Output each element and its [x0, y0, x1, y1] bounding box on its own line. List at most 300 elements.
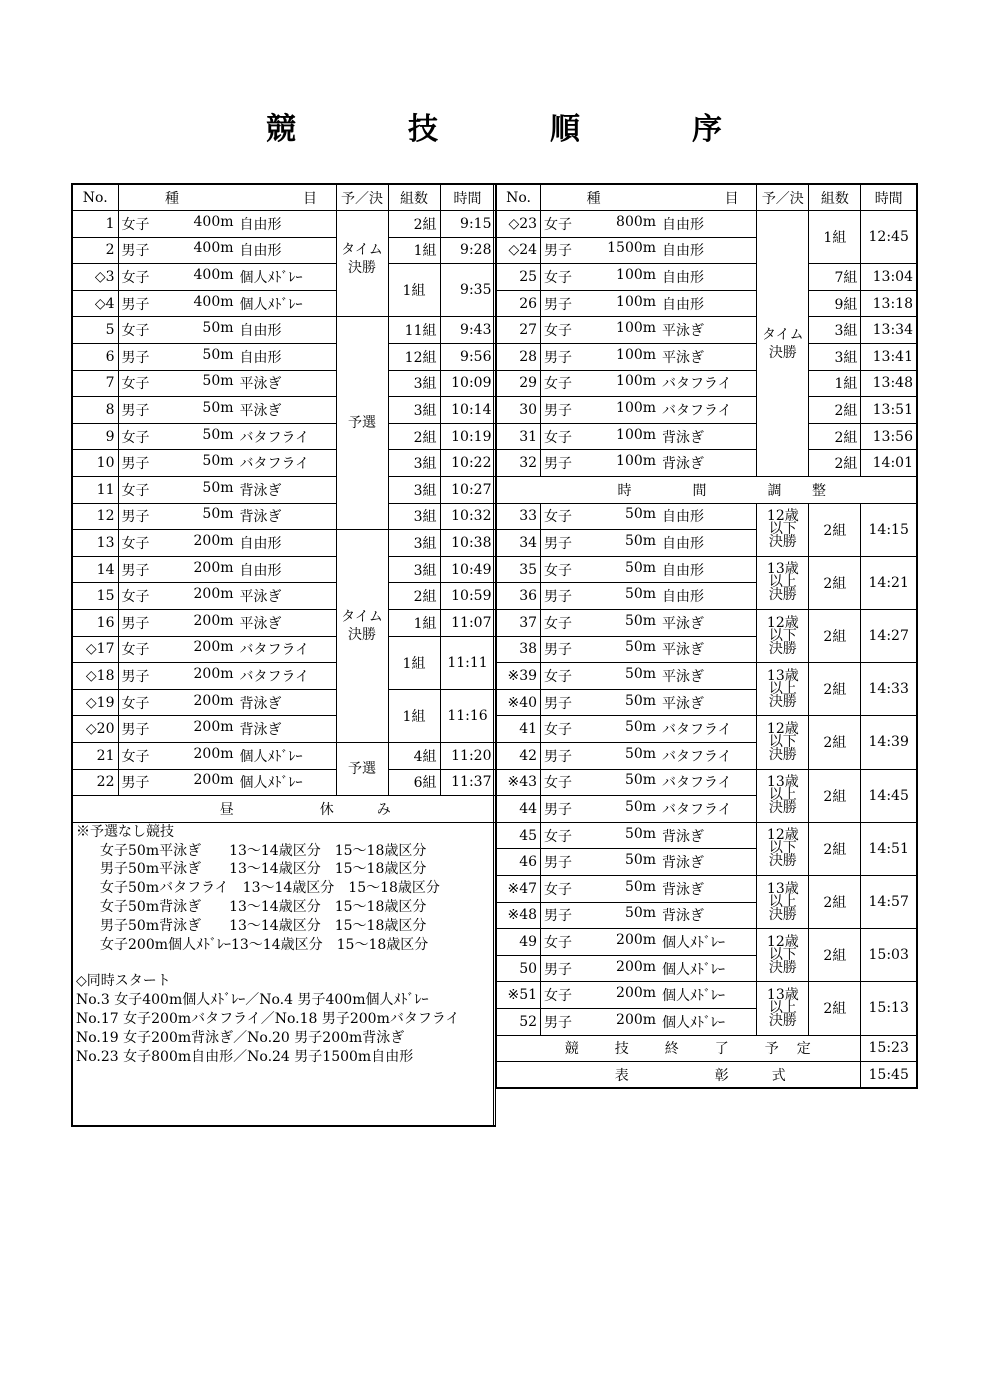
event-sex: 男子	[121, 722, 150, 739]
event-number: 44	[497, 796, 541, 823]
event-sex: 女子	[121, 589, 150, 606]
event-sex: 男子	[121, 403, 150, 420]
event-distance: 200m	[616, 931, 657, 948]
header-groups: 組数	[809, 184, 861, 211]
group-count: 6組	[388, 769, 440, 796]
event-sex: 女子	[544, 668, 573, 685]
event-distance: 200m	[616, 958, 657, 975]
event-distance: 50m	[624, 798, 657, 815]
event-number: 41	[497, 716, 541, 743]
group-count: 2組	[809, 503, 861, 556]
event-sex: 男子	[544, 961, 573, 978]
header-row	[497, 184, 918, 211]
event-distance: 50m	[624, 559, 657, 576]
event-sex: 男子	[121, 243, 150, 260]
event-cell	[541, 955, 757, 982]
group-count: 9組	[809, 290, 861, 317]
event-cell	[118, 264, 336, 291]
event-number: 45	[497, 822, 541, 849]
group-count: 2組	[388, 583, 440, 610]
spaced-char: 昼	[219, 801, 234, 818]
event-row	[72, 742, 495, 769]
title-char: 順	[550, 112, 582, 147]
event-cell	[118, 742, 336, 769]
event-stroke: 平泳ぎ	[662, 695, 705, 712]
title-char: 序	[692, 112, 724, 147]
event-row	[497, 264, 918, 291]
event-stroke: 自由形	[239, 216, 282, 233]
event-distance: 400m	[193, 293, 234, 310]
event-sex: 女子	[544, 562, 573, 579]
event-number: ※48	[497, 902, 541, 929]
header-event-right: 目	[724, 190, 739, 207]
event-row	[497, 556, 918, 583]
event-stroke: バタフライ	[239, 429, 310, 446]
event-number: 10	[72, 450, 118, 477]
competition-end-label	[497, 1035, 861, 1062]
event-cell	[541, 344, 757, 371]
group-count: 2組	[809, 450, 861, 477]
award-ceremony-row	[497, 1062, 918, 1089]
event-row	[497, 503, 918, 530]
event-stroke: 背泳ぎ	[662, 855, 705, 872]
spaced-char: み	[376, 801, 391, 818]
notes-line: 男子50m平泳ぎ 13～14歳区分 15～18歳区分	[100, 861, 427, 878]
event-stroke: 平泳ぎ	[239, 403, 282, 420]
event-number: 27	[497, 317, 541, 344]
event-row	[497, 663, 918, 690]
spaced-char: 調	[767, 482, 782, 499]
event-cell	[541, 530, 757, 557]
start-time: 10:09	[440, 370, 495, 397]
event-stroke: 背泳ぎ	[662, 828, 705, 845]
event-stroke: 平泳ぎ	[662, 668, 705, 685]
event-cell	[118, 211, 336, 238]
start-time: 13:48	[861, 370, 917, 397]
start-time: 10:59	[440, 583, 495, 610]
group-count: 2組	[809, 423, 861, 450]
event-number: 2	[72, 237, 118, 264]
event-distance: 100m	[616, 373, 657, 390]
event-distance: 200m	[193, 533, 234, 550]
header-groups: 組数	[388, 184, 440, 211]
event-cell	[118, 317, 336, 344]
event-cell	[541, 503, 757, 530]
event-stroke: 自由形	[662, 216, 705, 233]
event-sex: 女子	[544, 615, 573, 632]
event-stroke: 自由形	[239, 536, 282, 553]
event-row	[72, 370, 495, 397]
event-sex: 男子	[544, 243, 573, 260]
event-row	[497, 397, 918, 424]
round-type: 12歳以下決勝	[757, 929, 809, 982]
header-event	[541, 184, 757, 211]
event-distance: 200m	[616, 1011, 657, 1028]
event-number: 22	[72, 769, 118, 796]
event-number: 21	[72, 742, 118, 769]
group-count: 2組	[388, 211, 440, 238]
event-number: 11	[72, 477, 118, 504]
event-row	[72, 636, 495, 663]
event-distance: 100m	[616, 320, 657, 337]
event-cell	[541, 742, 757, 769]
event-sex: 女子	[544, 828, 573, 845]
event-sex: 男子	[544, 695, 573, 712]
group-count: 1組	[388, 636, 440, 689]
event-stroke: バタフライ	[662, 403, 732, 420]
group-count: 4組	[388, 742, 440, 769]
event-stroke: バタフライ	[662, 775, 732, 792]
event-sex: 男子	[544, 908, 573, 925]
group-count: 2組	[809, 875, 861, 928]
event-distance: 200m	[193, 586, 234, 603]
event-distance: 50m	[624, 719, 657, 736]
event-distance: 50m	[202, 320, 234, 337]
start-time: 14:01	[861, 450, 917, 477]
event-sex: 男子	[544, 349, 573, 366]
group-count: 3組	[388, 397, 440, 424]
event-row	[72, 397, 495, 424]
event-sex: 男子	[544, 748, 573, 765]
group-count: 7組	[809, 264, 861, 291]
start-time: 10:49	[440, 556, 495, 583]
event-stroke: 背泳ぎ	[239, 509, 282, 526]
notes-line: 女子50m平泳ぎ 13～14歳区分 15～18歳区分	[100, 842, 427, 859]
event-distance: 200m	[193, 719, 234, 736]
start-time: 12:45	[861, 211, 917, 264]
event-stroke: 個人ﾒﾄﾞﾚｰ	[662, 961, 726, 978]
event-stroke: 個人ﾒﾄﾞﾚｰ	[662, 934, 726, 951]
event-row	[72, 344, 495, 371]
group-count: 3組	[388, 530, 440, 557]
event-sex: 男子	[121, 615, 150, 632]
event-sex: 男子	[121, 296, 150, 313]
header-event-left: 種	[165, 190, 179, 207]
event-cell	[118, 370, 336, 397]
event-sex: 女子	[121, 748, 150, 765]
start-time: 14:51	[861, 822, 917, 875]
notes-line: No.3 女子400m個人ﾒﾄﾞﾚｰ／No.4 男子400m個人ﾒﾄﾞﾚｰ	[76, 992, 429, 1009]
event-stroke: 背泳ぎ	[239, 482, 282, 499]
start-time: 9:56	[440, 344, 495, 371]
lunch-row	[72, 796, 495, 823]
event-sex: 女子	[121, 270, 150, 287]
event-stroke: 個人ﾒﾄﾞﾚｰ	[662, 1014, 726, 1031]
event-cell	[541, 716, 757, 743]
event-row	[497, 423, 918, 450]
event-number: ※39	[497, 663, 541, 690]
event-sex: 女子	[544, 988, 573, 1005]
event-number: 15	[72, 583, 118, 610]
event-stroke: 自由形	[662, 589, 705, 606]
event-stroke: 背泳ぎ	[662, 881, 705, 898]
event-stroke: 自由形	[662, 509, 705, 526]
event-distance: 200m	[193, 665, 234, 682]
event-number: 12	[72, 503, 118, 530]
left-schedule-table	[71, 183, 496, 1127]
event-sex: 男子	[544, 456, 573, 473]
event-distance: 200m	[193, 745, 234, 762]
event-number: 26	[497, 290, 541, 317]
event-cell	[541, 290, 757, 317]
end-time: 15:23	[861, 1035, 917, 1062]
event-number: 30	[497, 397, 541, 424]
event-sex: 女子	[121, 695, 150, 712]
event-sex: 男子	[121, 775, 150, 792]
start-time: 11:07	[440, 610, 495, 637]
event-stroke: 個人ﾒﾄﾞﾚｰ	[239, 748, 303, 765]
event-sex: 女子	[121, 482, 150, 499]
event-row	[497, 929, 918, 956]
spaced-char: 了	[714, 1041, 729, 1058]
event-number: 36	[497, 583, 541, 610]
event-cell	[118, 663, 336, 690]
event-number: 14	[72, 556, 118, 583]
event-number: 7	[72, 370, 118, 397]
start-time: 10:19	[440, 423, 495, 450]
event-cell	[541, 663, 757, 690]
event-stroke: 自由形	[662, 270, 705, 287]
start-time: 13:51	[861, 397, 917, 424]
round-type: 13歳以上決勝	[757, 556, 809, 609]
event-sex: 女子	[544, 881, 573, 898]
header-row	[72, 184, 495, 211]
event-distance: 400m	[193, 267, 234, 284]
event-stroke: 自由形	[662, 243, 705, 260]
spaced-char: 間	[692, 482, 707, 499]
header-type: 予／決	[336, 184, 388, 211]
start-time: 10:32	[440, 503, 495, 530]
event-cell	[118, 290, 336, 317]
start-time: 10:14	[440, 397, 495, 424]
event-distance: 50m	[624, 772, 657, 789]
event-stroke: バタフライ	[239, 642, 310, 659]
event-row	[497, 716, 918, 743]
event-distance: 400m	[193, 240, 234, 257]
start-time: 15:13	[861, 982, 917, 1035]
group-count: 1組	[388, 610, 440, 637]
start-time: 14:39	[861, 716, 917, 769]
event-cell	[541, 370, 757, 397]
group-count: 3組	[388, 503, 440, 530]
event-cell	[541, 211, 757, 238]
event-sex: 男子	[121, 456, 150, 473]
event-distance: 200m	[193, 639, 234, 656]
event-row	[497, 769, 918, 796]
event-cell	[118, 716, 336, 743]
group-count: 12組	[388, 344, 440, 371]
event-stroke: 平泳ぎ	[662, 615, 705, 632]
award-time: 15:45	[861, 1062, 917, 1089]
event-row	[72, 556, 495, 583]
event-distance: 400m	[193, 213, 234, 230]
group-count: 1組	[388, 237, 440, 264]
event-row	[497, 822, 918, 849]
right-schedule-table	[496, 183, 918, 1089]
start-time: 13:04	[861, 264, 917, 291]
event-distance: 100m	[616, 293, 657, 310]
round-type: 12歳以下決勝	[757, 503, 809, 556]
event-number: ◇18	[72, 663, 118, 690]
event-row	[72, 503, 495, 530]
event-stroke: 背泳ぎ	[662, 429, 705, 446]
notes-line: 女子50mバタフライ 13～14歳区分 15～18歳区分	[100, 880, 440, 897]
header-event-right: 目	[303, 190, 317, 207]
event-stroke: 背泳ぎ	[239, 695, 282, 712]
start-time: 9:15	[440, 211, 495, 238]
start-time: 13:41	[861, 344, 917, 371]
event-distance: 200m	[193, 612, 234, 629]
event-cell	[118, 450, 336, 477]
round-type: 13歳以上決勝	[757, 663, 809, 716]
header-no: No.	[497, 184, 541, 211]
event-distance: 50m	[624, 905, 657, 922]
group-count: 3組	[388, 450, 440, 477]
event-cell	[541, 849, 757, 876]
event-stroke: 背泳ぎ	[662, 908, 705, 925]
event-cell	[541, 689, 757, 716]
event-stroke: 平泳ぎ	[239, 589, 282, 606]
event-cell	[541, 450, 757, 477]
event-distance: 50m	[624, 878, 657, 895]
event-stroke: 背泳ぎ	[239, 722, 282, 739]
event-stroke: 自由形	[239, 243, 282, 260]
event-sex: 女子	[121, 536, 150, 553]
event-distance: 200m	[193, 772, 234, 789]
event-distance: 200m	[193, 559, 234, 576]
round-type: 13歳以上決勝	[757, 769, 809, 822]
group-count: 1組	[388, 689, 440, 742]
event-cell	[118, 423, 336, 450]
event-cell	[541, 264, 757, 291]
notes-heading-simultaneous: ◇同時スタート	[76, 973, 171, 990]
event-stroke: 平泳ぎ	[239, 615, 282, 632]
event-number: 38	[497, 636, 541, 663]
event-distance: 200m	[193, 692, 234, 709]
event-cell	[118, 583, 336, 610]
event-number: 13	[72, 530, 118, 557]
spaced-char: 定	[796, 1041, 811, 1058]
spaced-char: 終	[664, 1041, 679, 1058]
event-number: 16	[72, 610, 118, 637]
event-stroke: バタフライ	[662, 722, 732, 739]
event-cell	[118, 636, 336, 663]
event-sex: 男子	[544, 296, 573, 313]
event-number: ※51	[497, 982, 541, 1009]
notes-line: No.23 女子800m自由形／No.24 男子1500m自由形	[76, 1048, 414, 1065]
event-cell	[541, 769, 757, 796]
event-distance: 50m	[624, 612, 657, 629]
event-cell	[118, 530, 336, 557]
event-distance: 50m	[202, 426, 234, 443]
event-row	[497, 982, 918, 1009]
event-stroke: バタフライ	[662, 801, 732, 818]
event-stroke: 平泳ぎ	[662, 642, 705, 659]
spaced-char: 休	[319, 801, 334, 818]
start-time: 10:38	[440, 530, 495, 557]
event-distance: 100m	[616, 267, 657, 284]
event-cell	[118, 769, 336, 796]
event-stroke: 自由形	[662, 296, 705, 313]
event-cell	[541, 583, 757, 610]
event-stroke: 自由形	[239, 323, 282, 340]
header-event-left: 種	[586, 190, 601, 207]
notes-cell	[72, 822, 495, 1126]
notes-line: 女子50m背泳ぎ 13～14歳区分 15～18歳区分	[100, 898, 427, 915]
event-cell	[118, 689, 336, 716]
header-type: 予／決	[757, 184, 809, 211]
event-cell	[541, 902, 757, 929]
group-count: 3組	[388, 370, 440, 397]
event-sex: 女子	[121, 323, 150, 340]
event-sex: 男子	[121, 509, 150, 526]
event-number: 37	[497, 610, 541, 637]
start-time: 11:20	[440, 742, 495, 769]
notes-heading-no-prelim: ※予選なし競技	[76, 823, 174, 840]
event-row	[72, 610, 495, 637]
event-sex: 女子	[544, 429, 573, 446]
event-cell	[541, 796, 757, 823]
event-sex: 女子	[121, 429, 150, 446]
round-type: タイム決勝	[336, 211, 388, 317]
event-number: 31	[497, 423, 541, 450]
event-sex: 女子	[544, 509, 573, 526]
event-cell	[541, 636, 757, 663]
event-row	[72, 477, 495, 504]
event-stroke: 平泳ぎ	[662, 323, 705, 340]
event-cell	[541, 237, 757, 264]
start-time: 9:28	[440, 237, 495, 264]
start-time: 10:22	[440, 450, 495, 477]
group-count: 3組	[388, 477, 440, 504]
event-sex: 男子	[121, 668, 150, 685]
notes-line: 男子50m背泳ぎ 13～14歳区分 15～18歳区分	[100, 917, 427, 934]
group-count: 2組	[809, 822, 861, 875]
group-count: 3組	[809, 344, 861, 371]
start-time: 13:56	[861, 423, 917, 450]
start-time: 10:27	[440, 477, 495, 504]
group-count: 3組	[388, 556, 440, 583]
event-row	[497, 450, 918, 477]
start-time: 14:45	[861, 769, 917, 822]
event-distance: 50m	[624, 692, 657, 709]
spaced-char: 式	[771, 1067, 786, 1084]
event-cell	[541, 556, 757, 583]
group-count: 2組	[809, 663, 861, 716]
event-number: 50	[497, 955, 541, 982]
event-distance: 200m	[616, 985, 657, 1002]
event-number: ※40	[497, 689, 541, 716]
event-sex: 男子	[544, 801, 573, 818]
start-time: 14:15	[861, 503, 917, 556]
event-sex: 女子	[544, 376, 573, 393]
event-number: ※43	[497, 769, 541, 796]
event-number: 25	[497, 264, 541, 291]
title-char: 競	[266, 112, 298, 147]
spaced-char: 予	[764, 1041, 779, 1058]
event-row	[72, 689, 495, 716]
event-number: 52	[497, 1008, 541, 1035]
event-sex: 女子	[121, 216, 150, 233]
event-stroke: 自由形	[662, 562, 705, 579]
start-time: 11:37	[440, 769, 495, 796]
event-number: 8	[72, 397, 118, 424]
event-stroke: 自由形	[662, 536, 705, 553]
event-sex: 男子	[544, 1014, 573, 1031]
spaced-char: 表	[614, 1067, 629, 1084]
event-row	[72, 237, 495, 264]
event-number: 33	[497, 503, 541, 530]
